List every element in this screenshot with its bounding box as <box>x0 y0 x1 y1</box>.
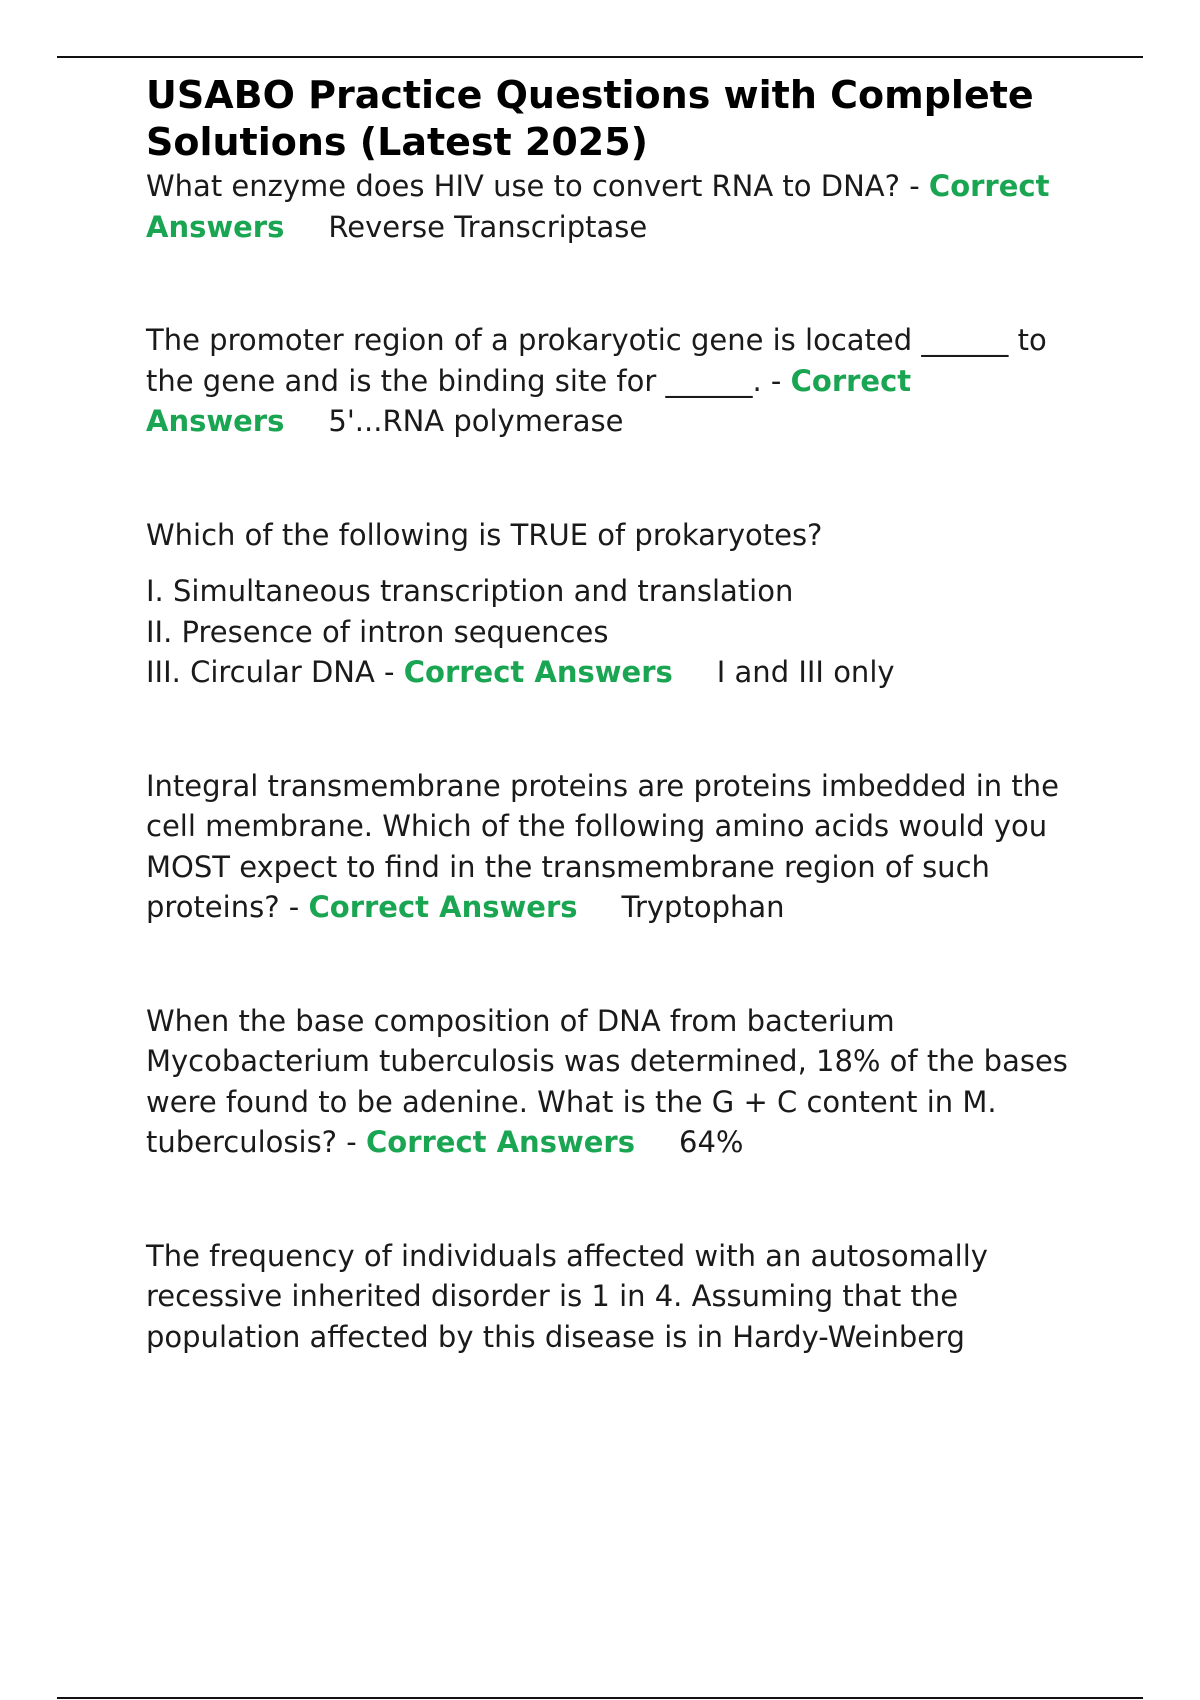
answer-value: 5'...RNA polymerase <box>328 404 624 438</box>
question-block <box>146 1236 1096 1358</box>
option-item: I. Simultaneous transcription and translation <box>146 574 794 608</box>
answer-value: I and III only <box>716 655 895 689</box>
option-item-with-answer <box>146 652 1096 693</box>
question-block <box>146 766 1096 928</box>
document-body <box>146 72 1096 1357</box>
question-prompt: Integral transmembrane proteins are proteins imbedded in the cell membrane. Which of the following amino acids would you MOST expect to find in the transmembrane region of such proteins? - <box>146 768 1059 924</box>
question-prompt: When the base composition of DNA from bacterium Mycobacterium tuberculosis was determined, 18% of the bases were found to be adenine. What is the G + C content in M. tuberculosis? - <box>146 1003 1068 1159</box>
option-item-text: III. Circular DNA - <box>146 655 395 689</box>
question-text <box>146 166 1096 247</box>
question-text <box>146 1001 1096 1163</box>
document-title: USABO Practice Questions with Complete Solutions (Latest 2025) <box>146 73 1034 164</box>
question-block <box>146 320 1096 442</box>
answer-value: 64% <box>679 1125 744 1159</box>
answer-label: Correct Answers <box>403 655 673 689</box>
answer-label: Correct Answers <box>146 169 1050 244</box>
question-text <box>146 766 1096 928</box>
header-rule <box>57 56 1143 58</box>
answer-value: Reverse Transcriptase <box>328 209 648 244</box>
question-prompt: The promoter region of a prokaryotic gene is located ______ to the gene and is the binding site for ______. - <box>146 323 1047 398</box>
question-block <box>146 515 1096 693</box>
question-text: The frequency of individuals affected with an autosomally recessive inherited disorder is 1 in 4. Assuming that the population affected by this disease is in Hardy-Weinberg <box>146 1238 988 1354</box>
question-block <box>146 1001 1096 1163</box>
footer-rule <box>57 1697 1143 1699</box>
answer-label: Correct Answers <box>146 363 912 438</box>
question-stem: Which of the following is TRUE of prokaryotes? <box>146 517 823 552</box>
answer-label: Correct Answers <box>365 1125 635 1159</box>
answer-label: Correct Answers <box>308 890 578 924</box>
question-block <box>146 166 1096 247</box>
question-text <box>146 320 1096 442</box>
option-item: II. Presence of intron sequences <box>146 614 609 649</box>
question-prompt: What enzyme does HIV use to convert RNA to DNA? - <box>146 169 920 203</box>
answer-value: Tryptophan <box>621 890 785 924</box>
